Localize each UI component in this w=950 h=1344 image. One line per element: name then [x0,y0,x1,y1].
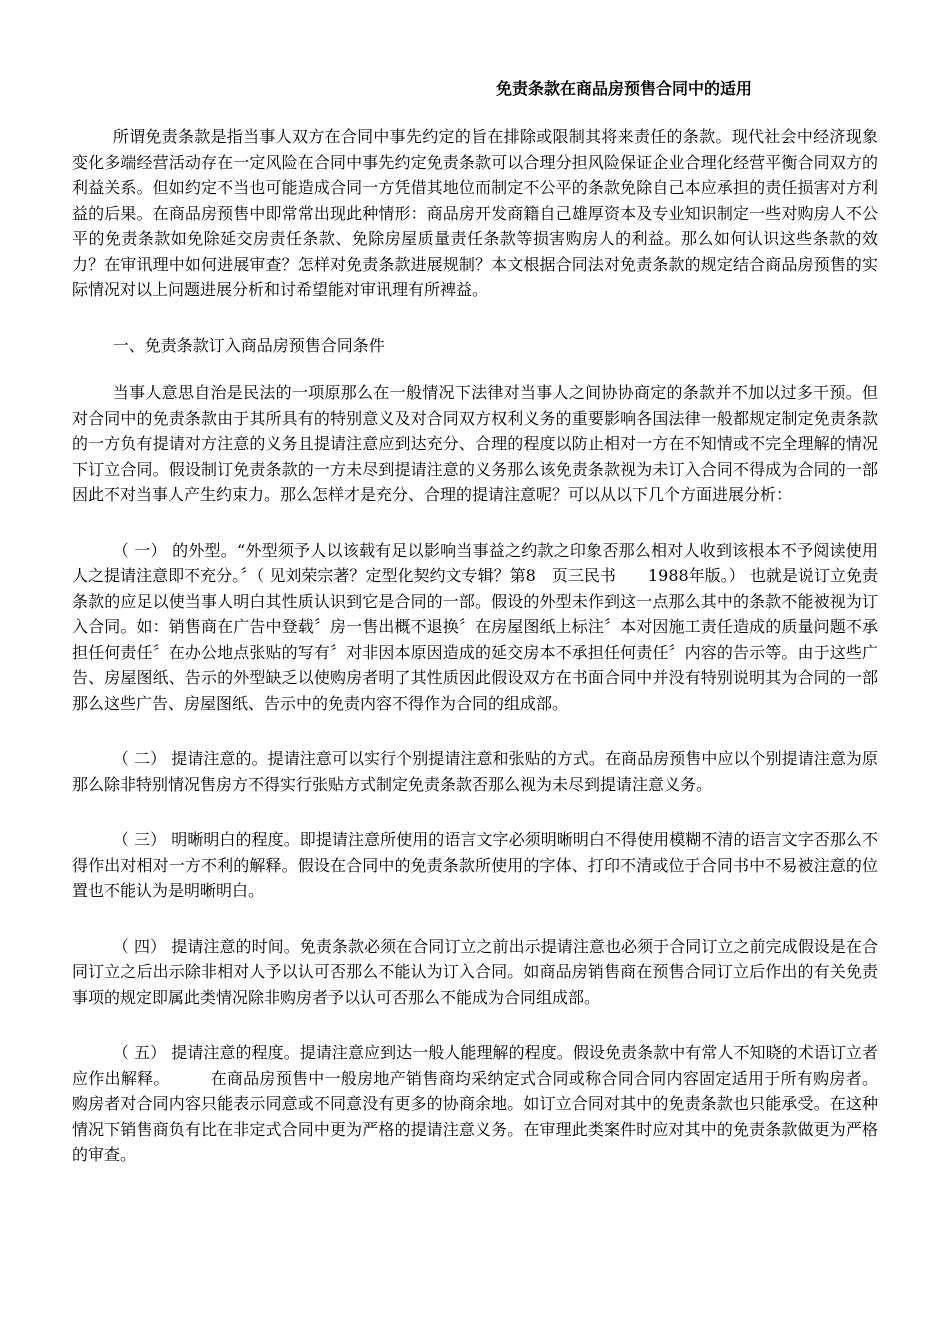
paragraph-point-3: （ 三） 明晰明白的程度。即提请注意所使用的语言文字必须明晰明白不得使用模糊不清的语言文字否那么不得作出对相对一方不利的解释。假设在合同中的免责条款所使用的字体、打印不清或位于合同书中不易被注意的位置也不能认为是明晰明白。 [72,830,878,900]
paragraph-point-4: （ 四） 提请注意的时间。免责条款必须在合同订立之前出示提请注意也必须于合同订立之前完成假设是在合同订立之后出示除非相对人予以认可否那么不能认为订入合同。如商品房销售商在预售合同订立后作出的有关免责事项的规定即属此类情况除非购房者予以认可否那么不能成为合同组成部。 [72,936,878,1007]
paragraph-point-5: （ 五） 提请注意的程度。提请注意应到达一般人能理解的程度。假设免责条款中有常人不知晓的术语订立者应作出解释。 在商品房预售中一般房地产销售商均采纳定式合同或称合同合同内容固定适用于所有购房者。购房者对合同内容只能表示同意或不同意没有更多的协商余地。如订立合同对其中的免责条款也只能承受。在这种情况下销售商负有比在非定式合同中更为严格的提请注意义务。在审理此类案件时应对其中的免责条款做更为严格的审查。 [72,1043,878,1164]
paragraph-point-1: （ 一） 的外型。“外型须予人以该载有足以影响当事益之约款之印象否那么相对人收到该根本不予阅读使用人之提请注意即不充分。〞（ 见刘荣宗著？定型化契约文专辑？第8 页三民书 1988年版。） 也就是说订立免责条款的应足以使当事人明白其性质认识到它是合同的一部。假设的外型未作到这一点那么其中的条款不能被视为订入合同。如：销售商在广告中登载〞房一售出概不退换〞在房屋图纸上标注〞本对因施工责任造成的质量问题不承担任何责任〞在办公地点张贴的写有〞对非因本原因造成的延交房本不承担任何责任〞内容的告示等。由于这些广告、房屋图纸、告示的外型缺乏以使购房者明了其性质因此假设双方在书面合同中并没有特别说明其为合同的一部那么这些广告、房屋图纸、告示中的免责内容不得作为合同的组成部。 [72,540,878,713]
document-page [72,60,878,1198]
paragraph-point-2: （ 二） 提请注意的。提请注意可以实行个别提请注意和张贴的方式。在商品房预售中应以个别提请注意为原那么除非特别情况售房方不得实行张贴方式制定免责条款否那么视为未尽到提请注意义务。 [72,749,878,794]
section-heading-1: 一、免责条款订入商品房预售合同条件 [112,335,385,355]
document-title: 免责条款在商品房预售合同中的适用 [496,79,753,98]
paragraph-section-1-intro: 当事人意思自治是民法的一项原那么在一般情况下法律对当事人之间协协商定的条款并不加以过多干预。但对合同中的免责条款由于其所具有的特别意义及对合同双方权利义务的重要影响各国法律一般都规定制定免责条款的一方负有提请对方注意的义务且提请注意应到达充分、合理的程度以防止相对一方在不知情或不完全理解的情况下订立合同。假设制订免责条款的一方未尽到提请注意的义务那么该免责条款视为未订入合同不得成为合同的一部因此不对当事人产生约束力。那么怎样才是充分、合理的提请注意呢？可以从以下几个方面进展分析： [72,383,878,504]
paragraph-intro: 所谓免责条款是指当事人双方在合同中事先约定的旨在排除或限制其将来责任的条款。现代社会中经济现象变化多端经营活动存在一定风险在合同中事先约定免责条款可以合理分担风险保证企业合理化经营平衡合同双方的利益关系。但如约定不当也可能造成合同一方凭借其地位而制定不公平的条款免除自己本应承担的责任损害对方利益的后果。在商品房预售中即常常出现此种情形：商品房开发商籍自己雄厚资本及专业知识制定一些对购房人不公平的免责条款如免除延交房责任条款、免除房屋质量责任条款等损害购房人的利益。那么如何认识这些条款的效力？在审讯理中如何进展审查？怎样对免责条款进展规制？本文根据合同法对免责条款的规定结合商品房预售的实际情况对以上问题进展分析和讨希望能对审讯理有所裨益。 [72,127,878,299]
